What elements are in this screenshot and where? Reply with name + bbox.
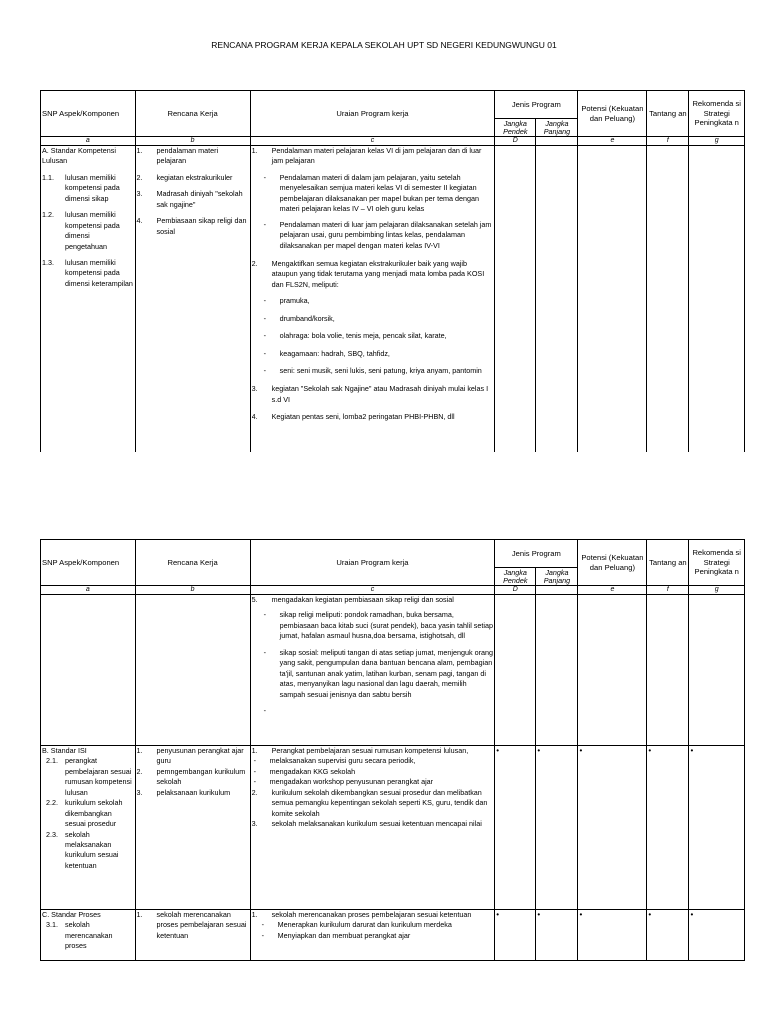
list-item: penyusunan perangkat ajar guru	[156, 746, 244, 766]
program-table-2	[40, 539, 745, 961]
potensi-cell	[578, 746, 647, 910]
header-uraian: Uraian Program kerja	[250, 540, 495, 586]
list-item: lulusan memiliki kompetensi pada dimensi sikap	[65, 172, 120, 203]
section-title: C. Standar Proses	[42, 910, 101, 919]
table-row	[41, 595, 745, 746]
bullet-icon: •	[537, 910, 541, 919]
list-item: sikap religi meliputi: pondok ramadhan, buka bersama, pembiasaan baca kitab suci (surat pendek), baca yasin tahlil setiap jumat, hafalan asmaul husna,doa bersama, istighotsah, dll	[279, 610, 493, 641]
snp-cell: A. Standar Kompetensi Lulusan 1.1. lulusan memiliki kompetensi pada dimensi sikap 1.2. lulusan memiliki kompetensi pada dimensi pengetahuan 1.3. lulusan memiliki kompetensi pada dimensi keterampilan	[41, 146, 136, 453]
list-item: lulusan memiliki kompetensi pada dimensi keterampilan	[65, 257, 133, 288]
bullet-icon: •	[496, 746, 500, 755]
header-potensi: Potensi (Kekuatan dan Peluang)	[578, 540, 647, 586]
list-item: sekolah melaksanakan kurikulum sesuai ketentuan mencapai nilai	[271, 819, 482, 829]
rencana-cell	[135, 595, 250, 746]
list-item: Menyiapkan dan membuat perangkat ajar	[277, 930, 411, 940]
pendek-cell	[495, 595, 536, 746]
header-pendek: Jangka Pendek	[495, 119, 536, 137]
tantangan-cell	[647, 595, 689, 746]
program-table-1	[40, 90, 745, 452]
bullet-icon: •	[648, 746, 652, 755]
rencana-cell: 1. sekolah merencanakan proses pembelajaran sesuai ketentuan	[135, 910, 250, 961]
list-item: pemngembangan kurikulum sekolah	[156, 766, 246, 787]
bullet-icon: •	[579, 910, 583, 919]
col-letter: g	[689, 586, 745, 595]
list-item: Menerapkan kurikulum darurat dan kurikulum merdeka	[277, 920, 452, 930]
col-letter: g	[689, 137, 745, 146]
bullet-icon: •	[648, 910, 652, 919]
list-item: kegiatan ekstrakurikuler	[156, 172, 233, 182]
col-letter: D	[495, 586, 536, 595]
list-item: pendalaman materi pelajaran	[156, 146, 219, 166]
list-item: keagamaan: hadrah, SBQ, tahfidz,	[279, 348, 390, 358]
list-item: perangkat pembelajaran sesuai rumusan kompetensi lulusan	[65, 756, 132, 797]
list-item: Madrasah diniyah "sekolah sak ngajine"	[156, 189, 243, 209]
col-letter: c	[250, 586, 495, 595]
col-letter: e	[578, 586, 647, 595]
panjang-cell	[536, 146, 578, 453]
list-item: sekolah merencanakan proses	[65, 920, 113, 951]
table-row	[41, 746, 745, 910]
list-item: Pendalaman materi di dalam jam pelajaran, yaitu setelah menyelesaikan semjua materi kelas VI di semester II kegiatan pembelajaran dilaksanakan per mapel bukan per tema dengan materi pelajaran kelas IV – VI oleh guru kelas	[279, 172, 480, 214]
header-pendek: Jangka Pendek	[495, 568, 536, 586]
list-item: pramuka,	[279, 296, 310, 306]
bullet-icon: •	[579, 746, 583, 755]
list-item: drumband/korsik,	[279, 313, 335, 323]
col-letter: a	[41, 137, 136, 146]
header-rekomendasi: Rekomenda si Strategi Peningkata n	[689, 540, 745, 586]
col-letter: f	[647, 586, 689, 595]
header-rencana: Rencana Kerja	[135, 91, 250, 137]
header-tantangan: Tantang an	[647, 91, 689, 137]
panjang-cell	[536, 595, 578, 746]
list-item: Pendalaman materi pelajaran kelas VI di jam pelajaran dan di luar jam pelajaran	[271, 146, 482, 166]
potensi-cell	[578, 595, 647, 746]
rekomendasi-cell	[689, 595, 745, 746]
col-letter	[536, 586, 578, 595]
list-item: mengadakan workshop penyusunan perangkat ajar	[269, 777, 434, 787]
bullet-icon: •	[537, 746, 541, 755]
col-letter: f	[647, 137, 689, 146]
panjang-cell	[536, 746, 578, 910]
rencana-cell: 1. pendalaman materi pelajaran 2. kegiatan ekstrakurikuler 3. Madrasah diniyah "sekolah sak ngajine" 4. Pembiasaan sikap religi dan sosial	[135, 146, 250, 453]
bullet-icon: •	[690, 910, 694, 919]
list-item: pelaksanaan kurikulum	[156, 787, 231, 797]
list-item: Kegiatan pentas seni, lomba2 peringatan PHBI-PHBN, dll	[271, 412, 455, 422]
rekomendasi-cell	[689, 146, 745, 453]
list-item: seni: seni musik, seni lukis, seni patung, kriya anyam, pantomin	[279, 366, 482, 375]
header-potensi: Potensi (Kekuatan dan Peluang)	[578, 91, 647, 137]
list-item: Pendalaman materi di luar jam pelajaran dilaksanakan setelah jam pelajaran usai, guru pembimbing lintas kelas, pendalaman dilaksanakan per mapel dengan materi kelas IV-VI	[279, 219, 492, 250]
section-title: A. Standar Kompetensi Lulusan	[42, 146, 116, 166]
col-letter: e	[578, 137, 647, 146]
list-item: mengadakan kegiatan pembiasaan sikap religi dan sosial	[271, 595, 454, 604]
header-panjang: Jangka Panjang	[536, 568, 578, 586]
snp-cell: C. Standar Proses 3.1. sekolah merencanakan proses	[41, 910, 136, 961]
list-item: olahraga: bola volie, tenis meja, pencak silat, karate,	[279, 331, 447, 341]
header-jenis: Jenis Program	[495, 91, 578, 119]
list-item: mengadakan KKG sekolah	[269, 766, 356, 776]
table-row	[41, 910, 745, 961]
col-letter	[536, 137, 578, 146]
list-item: sekolah melaksanakan kurikulum sesuai ketentuan	[65, 829, 119, 870]
list-item: kegiatan "Sekolah sak Ngajine" atau Madrasah diniyah mulai kelas I s.d VI	[271, 384, 489, 404]
list-item: sekolah merencanakan proses pembelajaran sesuai ketentuan	[271, 910, 472, 919]
table-row	[41, 146, 745, 453]
list-item: sikap sosial: meliputi tangan di atas setiap jumat, menjenguk orang yang sakit, pengumpulan dana bantuan bencana alam, pembagian ta'jil, santunan anak yatim, latihan kurban, senam pagi, tangan di atas, menyanyikan lagu nasional dan lagu daerah, memilih sampah sesuai jenisnya dan sabtu bersih	[279, 647, 493, 699]
header-rekomendasi: Rekomenda si Strategi Peningkata n	[689, 91, 745, 137]
col-letter: b	[135, 137, 250, 146]
list-item: kurikulum sekolah dikembangkan sesuai prosedur dan melibatkan semua pemangku kepentingan sekolah seperti KS, guru, tendik dan komite sekolah	[271, 787, 488, 818]
header-uraian: Uraian Program kerja	[250, 91, 495, 137]
list-item: Mengaktifkan semua kegiatan ekstrakurikuler baik yang wajib ataupun yang tidak terutama yang menjadi mata lomba pada KOSI dan FLS2N, meliputi:	[271, 258, 485, 289]
tantangan-cell	[647, 910, 689, 961]
uraian-cell: 5. mengadakan kegiatan pembiasaan sikap religi dan sosial - sikap religi meliputi: pondok ramadhan, buka bersama, pembiasaan baca kitab suci (surat pendek), baca yasin tahlil setiap jumat, hafalan asmaul husna,doa bersama, istighotsah, dll - sikap sosial: meliputi tangan di atas setiap jumat, menjenguk orang yang sakit, pengumpulan dana bantuan bencana alam, pembagian ta'jil, santunan anak yatim, latihan kurban, senam pagi, tangan di atas, menyanyikan lagu nasional dan lagu daerah, memilih sampah sesuai jenisnya dan sabtu bersih -	[250, 595, 495, 746]
col-letter: D	[495, 137, 536, 146]
pendek-cell	[495, 910, 536, 961]
tantangan-cell	[647, 746, 689, 910]
uraian-cell: 1. Pendalaman materi pelajaran kelas VI di jam pelajaran dan di luar jam pelajaran - Pendalaman materi di dalam jam pelajaran, yaitu setelah menyelesaikan semjua materi kelas VI di semester II kegiatan pembelajaran dilaksanakan per mapel bukan per tema dengan materi pelajaran kelas IV – VI oleh guru kelas - Pendalaman materi di luar jam pelajaran dilaksanakan setelah jam pelajaran usai, guru pembimbing lintas kelas, pendalaman dilaksanakan per mapel dengan materi kelas IV-VI 2. Mengaktifkan semua kegiatan ekstrakurikuler baik yang wajib ataupun yang tidak terutama yang menjadi mata lomba pada KOSI dan FLS2N, meliputi: - pramuka, - drumband/korsik, - olahraga: bola volie, tenis meja, pencak silat, karate, - keagamaan: hadrah, SBQ, tahfidz, - seni: seni musik, seni lukis, seni patung, kriya anyam, pantomin 3. kegiatan "Sekolah sak Ngajine" atau Madrasah diniyah mulai kelas I s.d VI 4. Kegiatan pentas seni, lomba2 peringatan PHBI-PHBN, dll	[250, 146, 495, 453]
list-item: kurikulum sekolah dikembangkan sesuai prosedur	[65, 798, 123, 829]
bullet-icon: •	[690, 746, 694, 755]
list-item: melaksanakan supervisi guru secara periodik,	[269, 756, 416, 766]
page-title: RENCANA PROGRAM KERJA KEPALA SEKOLAH UPT SD NEGERI KEDUNGWUNGU 01	[211, 40, 557, 50]
pendek-cell	[495, 746, 536, 910]
header-rencana: Rencana Kerja	[135, 540, 250, 586]
tantangan-cell	[647, 146, 689, 453]
list-item: Pembiasaan sikap religi dan sosial	[156, 216, 247, 236]
snp-cell: B. Standar ISI 2.1. perangkat pembelajaran sesuai rumusan kompetensi lulusan 2.2. kurikulum sekolah dikembangkan sesuai prosedur 2.3. sekolah melaksanakan kurikulum sesuai ketentuan	[41, 746, 136, 910]
list-item: sekolah merencanakan proses pembelajaran sesuai ketentuan	[156, 910, 247, 940]
list-item: lulusan memiliki kompetensi pada dimensi pengetahuan	[65, 210, 120, 251]
potensi-cell	[578, 146, 647, 453]
uraian-cell: 1. Perangkat pembelajaran sesuai rumusan kompetensi lulusan, - melaksanakan supervisi guru secara periodik, - mengadakan KKG sekolah - mengadakan workshop penyusunan perangkat ajar 2. kurikulum sekolah dikembangkan sesuai prosedur dan melibatkan semua pemangku kepentingan sekolah seperti KS, guru, tendik dan komite sekolah 3. sekolah melaksanakan kurikulum sesuai ketentuan mencapai nilai	[250, 746, 495, 910]
snp-cell	[41, 595, 136, 746]
rekomendasi-cell	[689, 746, 745, 910]
col-letter: a	[41, 586, 136, 595]
pendek-cell	[495, 146, 536, 453]
section-title: B. Standar ISI	[42, 746, 87, 755]
rencana-cell: 1. penyusunan perangkat ajar guru 2. pemngembangan kurikulum sekolah 3. pelaksanaan kurikulum	[135, 746, 250, 910]
header-snp: SNP Aspek/Komponen	[41, 91, 136, 137]
panjang-cell	[536, 910, 578, 961]
header-tantangan: Tantang an	[647, 540, 689, 586]
rekomendasi-cell	[689, 910, 745, 961]
bullet-icon: •	[496, 910, 500, 919]
header-jenis: Jenis Program	[495, 540, 578, 568]
col-letter: b	[135, 586, 250, 595]
col-letter: c	[250, 137, 495, 146]
uraian-cell: 1. sekolah merencanakan proses pembelajaran sesuai ketentuan - Menerapkan kurikulum darurat dan kurikulum merdeka - Menyiapkan dan membuat perangkat ajar	[250, 910, 495, 961]
list-item: Perangkat pembelajaran sesuai rumusan kompetensi lulusan,	[271, 746, 469, 755]
header-panjang: Jangka Panjang	[536, 119, 578, 137]
potensi-cell	[578, 910, 647, 961]
header-snp: SNP Aspek/Komponen	[41, 540, 136, 586]
